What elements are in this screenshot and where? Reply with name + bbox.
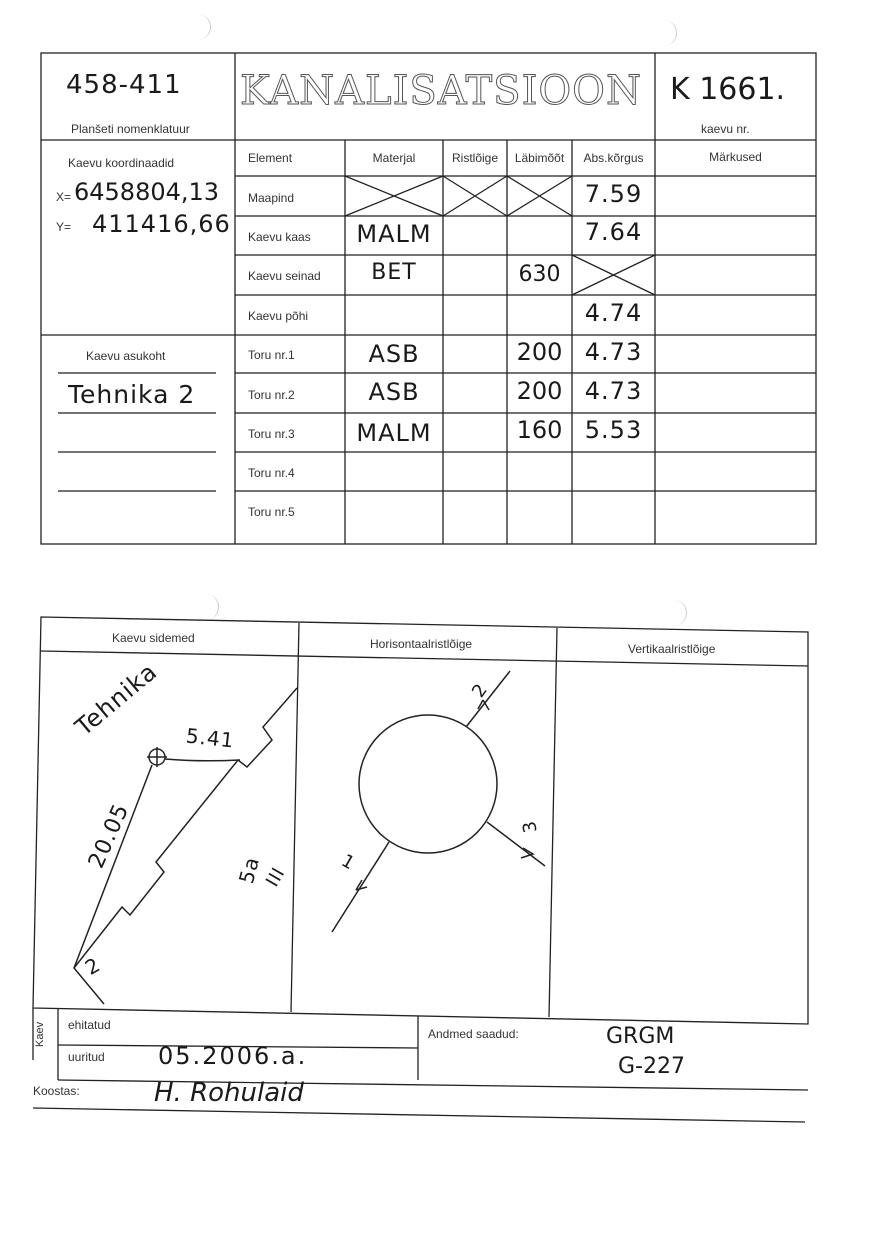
pipe-2-label: 2 <box>468 679 493 702</box>
ties-section-label: Kaevu sidemed <box>112 631 195 645</box>
row-elevation: 4.74 <box>584 299 643 327</box>
building-floors: III <box>262 863 290 891</box>
vertical-section-label: Vertikaalristlõige <box>628 642 716 656</box>
document-title: KANALISATSIOON <box>240 68 642 114</box>
header-elevation: Abs.kõrgus <box>583 151 644 165</box>
street-label: Tehnika <box>70 657 163 742</box>
row-element: Kaevu põhi <box>248 309 309 323</box>
compiled-by-value: H. Rohulaid <box>154 1078 304 1108</box>
surveyed-label: uuritud <box>68 1050 105 1064</box>
row-diameter: 630 <box>518 262 561 287</box>
row-element: Maapind <box>248 191 295 205</box>
row-material: ASB <box>368 378 420 406</box>
data-source-value: GRGM <box>606 1024 675 1049</box>
row-material: ASB <box>368 340 420 368</box>
x-coordinate-value: 6458804,13 <box>74 178 220 206</box>
row-element: Toru nr.2 <box>248 388 295 402</box>
row-element: Toru nr.3 <box>248 427 295 441</box>
plan-number-value: 458-411 <box>66 70 182 100</box>
row-diameter: 160 <box>516 416 563 444</box>
distance-label: 5.41 <box>184 723 236 753</box>
row-elevation: 5.53 <box>584 416 643 444</box>
header-material: Materjal <box>372 151 416 165</box>
built-label: ehitatud <box>68 1018 111 1032</box>
row-diameter: 200 <box>516 377 563 405</box>
x-label: X= <box>56 190 72 204</box>
well-number-value: K 1661. <box>670 72 786 107</box>
data-source-code: G-227 <box>618 1054 685 1079</box>
row-material: BET <box>371 260 417 285</box>
row-element: Toru nr.4 <box>248 466 295 480</box>
y-label: Y= <box>56 220 72 234</box>
plan-number-label: Planšeti nomenklatuur <box>71 122 190 136</box>
row-elevation: 7.64 <box>584 218 643 246</box>
row-element: Toru nr.5 <box>248 505 295 519</box>
row-elevation: 7.59 <box>584 180 643 208</box>
row-material: MALM <box>356 220 432 248</box>
corner-mark: 2 <box>80 952 105 980</box>
row-element: Kaevu kaas <box>248 230 311 244</box>
header-section: Ristlõige <box>451 151 499 165</box>
header-remarks: Märkused <box>709 150 762 164</box>
header-diameter: Läbimõõt <box>514 151 565 165</box>
y-coordinate-value: 411416,66 <box>92 210 231 238</box>
distance-label: 20.05 <box>84 799 135 873</box>
pipe-1-label: 1 <box>337 850 359 875</box>
row-material: MALM <box>356 419 432 447</box>
pipe-3-label: 3 <box>518 818 542 835</box>
building-number: 5a <box>234 853 265 887</box>
row-elevation: 4.73 <box>584 338 643 366</box>
location-value: Tehnika 2 <box>68 380 196 409</box>
data-source-label: Andmed saadud: <box>428 1027 519 1041</box>
surveyed-value: 05.2006.a. <box>158 1042 308 1070</box>
location-label: Kaevu asukoht <box>86 349 166 363</box>
site-sketch <box>74 671 545 1004</box>
row-element: Toru nr.1 <box>248 348 295 362</box>
row-element: Kaevu seinad <box>248 269 321 283</box>
row-elevation: 4.73 <box>584 377 643 405</box>
row-diameter: 200 <box>516 338 563 366</box>
well-number-label: kaevu nr. <box>701 122 750 136</box>
well-side-label: Kaev <box>34 1021 46 1047</box>
horizontal-section-label: Horisontaalristlõige <box>370 637 473 651</box>
header-element: Element <box>248 151 293 165</box>
compiled-by-label: Koostas: <box>33 1084 80 1098</box>
coordinates-label: Kaevu koordinaadid <box>68 156 175 170</box>
